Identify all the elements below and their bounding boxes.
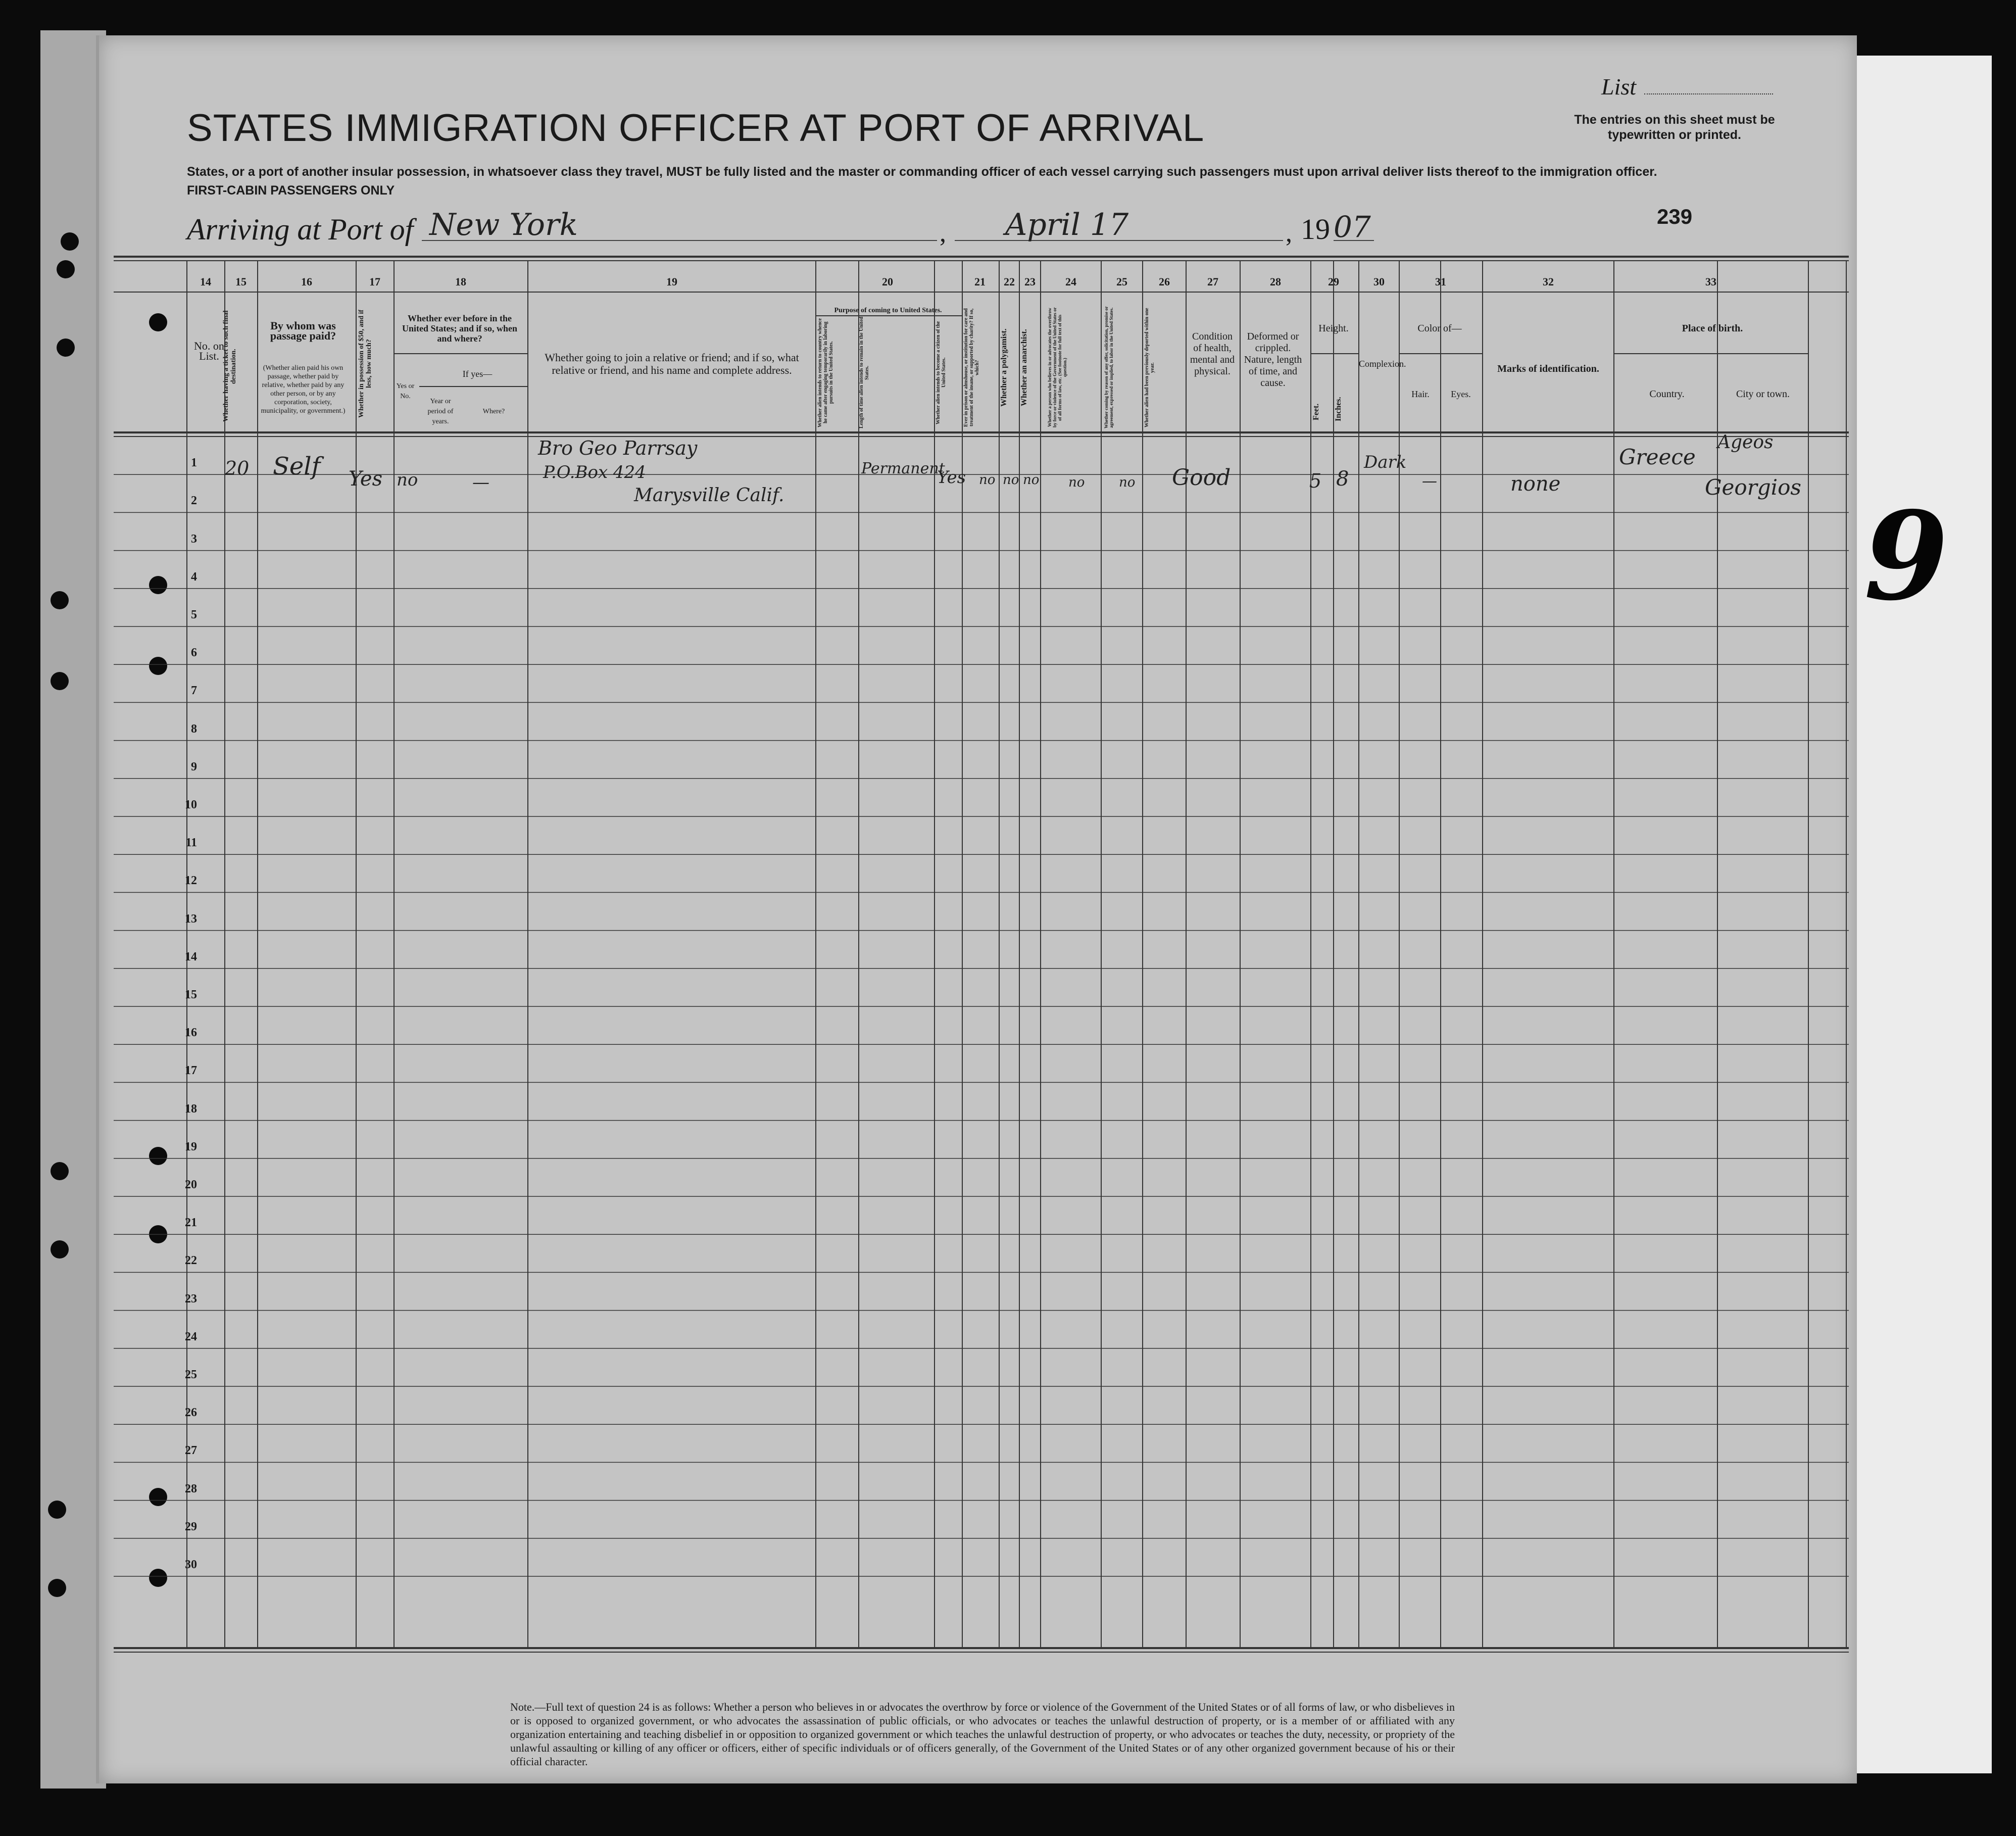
header-c14: No. on List.: [194, 340, 224, 362]
column-number: 14: [200, 275, 211, 288]
header-c20-title: Purpose of coming to United States.: [834, 307, 942, 314]
instruction-text: States, or a port of another insular possession, in whatsoever class they travel, MUST be fully listed and the master or commanding officer of each vessel carrying such passengers must upon arrival deliver lists thereof to the immigration officer.: [187, 165, 1657, 179]
row-number: 19: [185, 1140, 197, 1153]
entry-join-line3: Marysville Calif.: [634, 485, 784, 506]
row-number: 2: [191, 494, 197, 508]
header-c18-title: Whether ever before in the United States; and if so, when and where?: [402, 313, 518, 344]
year-value: 07: [1334, 210, 1371, 244]
header-c32: Marks of identification.: [1497, 363, 1599, 374]
row-number: 9: [191, 760, 197, 774]
row-number: 30: [185, 1558, 197, 1571]
page-title: STATES IMMIGRATION OFFICER AT PORT OF ARRIVAL: [187, 107, 1205, 150]
row-number: 28: [185, 1482, 197, 1495]
row-number: 4: [191, 570, 197, 584]
footnote: Note.—Full text of question 24 is as follows: Whether a person who believes in or advocates the overthrow by force or violence of the Government of the United States or of all forms of law, or who disbelieves in or is opposed to organized government, or who advocates the assassination of public officials, or who advocates or teaches the unlawful destruction of property, or is a member of or affiliated with any organization entertaining and teaching disbelief in or opposition to organized government or which teaches the unlawful destruction of property, or who advocates or teaches the duty, necessity, or propriety of the unlawful assaulting or killing of any officer or officers, either of specific individuals or of officers generally, of the Government of the United States or of any other organized government because of his or their official character.: [510, 1701, 1455, 1768]
header-c18-year: Year or period of years.: [427, 398, 454, 425]
header-c18-yesno: Yes or No.: [396, 382, 415, 400]
header-c28: Deformed or crippled. Nature, length of time, and cause.: [1244, 331, 1302, 389]
entry-paid-by: Self: [273, 452, 321, 480]
port-value: New York: [429, 207, 578, 243]
row-number: 22: [185, 1254, 197, 1268]
header-c18-ifyes: If yes—: [462, 369, 493, 379]
entry-join-line2: P.O.Box 424: [543, 462, 646, 482]
column-number: 27: [1207, 275, 1218, 288]
entry-health: Good: [1172, 465, 1231, 491]
entry-city-line2: Georgios: [1705, 475, 1801, 500]
entry-height-feet: 5: [1309, 470, 1322, 492]
row-number: 24: [185, 1330, 197, 1343]
entry-before-us: no: [397, 470, 418, 490]
header-c30: Complexion.: [1359, 359, 1406, 369]
row-number: 18: [185, 1102, 197, 1116]
column-number: 33: [1705, 275, 1716, 288]
row-number: 7: [191, 684, 197, 698]
entry-hair: —: [1422, 472, 1437, 490]
header-c20c: Whether alien intends to become a citizen of the United States.: [936, 321, 947, 424]
header-c20a: Whether alien intends to return to country whence he came after engaging temporarily in laboring pursuits in the United States.: [817, 318, 834, 427]
header-c20b: Length of time alien intends to remain in the United States.: [859, 316, 870, 429]
entry-polygamist: no: [1003, 472, 1019, 488]
entry-before-where: —: [472, 472, 489, 493]
entry-country: Greece: [1619, 445, 1696, 469]
column-number: 25: [1116, 275, 1127, 288]
entry-purpose: Permanent: [861, 460, 945, 477]
header-c19: Whether going to join a relative or friend; and if so, what relative or friend, and his name and complete address.: [545, 351, 799, 376]
column-number: 15: [235, 275, 247, 288]
header-c27: Condition of health, mental and physical.: [1190, 331, 1235, 377]
header-c16-sub: (Whether alien paid his own passage, whether paid by relative, whether paid by any other person, or by any corporation, society, municipality, or government.): [261, 364, 346, 415]
column-number: 31: [1435, 275, 1446, 288]
entry-overthrow: no: [1068, 475, 1085, 490]
header-c33-city: City or town.: [1736, 389, 1790, 400]
header-c29-inches: Inches.: [1334, 397, 1343, 422]
header-c21: Ever in prison or almshouse, or institution for care and treatment of the insane, or supported by charity? If so, which?: [963, 308, 980, 427]
entry-complexion: Dark: [1364, 452, 1407, 472]
entry-join-line1: Bro Geo Parrsay: [538, 437, 698, 459]
page-number: 239: [1657, 205, 1693, 228]
header-c31-hair: Hair.: [1411, 389, 1430, 399]
entry-prison: no: [979, 472, 996, 488]
cabin-class: FIRST-CABIN PASSENGERS ONLY: [187, 183, 395, 198]
entry-citizen: Yes: [937, 467, 966, 488]
column-number: 20: [882, 275, 893, 288]
header-c33-country: Country.: [1649, 389, 1685, 400]
row-number: 11: [185, 836, 197, 850]
list-label: List: [1601, 74, 1637, 100]
column-number: 32: [1543, 275, 1554, 288]
entry-city-line1: Ageos: [1717, 432, 1774, 453]
arriving-label: Arriving at Port of: [187, 213, 414, 246]
entry-anarchist: no: [1023, 472, 1040, 488]
column-number: 23: [1024, 275, 1036, 288]
row-number: 21: [185, 1216, 197, 1230]
header-c17: Whether in possession of $50, and if less, how much?: [358, 309, 373, 418]
entry-ticket: 20: [225, 457, 250, 479]
row-number: 3: [191, 532, 197, 546]
row-number: 10: [185, 798, 197, 811]
header-c31-title: Color of—: [1417, 323, 1462, 334]
header-c26: Whether alien had been previously deported within one year.: [1144, 308, 1155, 427]
entry-money: Yes: [349, 467, 383, 491]
date-value: April 17: [1005, 207, 1129, 243]
row-number: 25: [185, 1368, 197, 1381]
row-number: 14: [185, 950, 197, 963]
entry-marks: none: [1510, 472, 1561, 496]
year-prefix: 19: [1301, 213, 1330, 246]
header-c18-where: Where?: [482, 408, 505, 415]
column-number: 18: [455, 275, 466, 288]
column-number: 16: [301, 275, 312, 288]
row-number: 6: [191, 646, 197, 660]
column-number: 28: [1270, 275, 1281, 288]
column-number: 24: [1065, 275, 1076, 288]
row-number: 12: [185, 874, 197, 888]
entry-height-inches: 8: [1336, 467, 1349, 491]
header-c29-title: Height.: [1318, 323, 1349, 334]
header-c22: Whether a polygamist.: [1000, 328, 1008, 407]
row-number: 13: [185, 912, 197, 926]
row-number: 29: [185, 1520, 197, 1533]
column-number: 19: [666, 275, 677, 288]
header-c31-eyes: Eyes.: [1451, 389, 1471, 399]
row-number: 27: [185, 1444, 197, 1458]
header-c33-title: Place of birth.: [1682, 323, 1743, 334]
header-c16-title: By whom was passage paid?: [270, 319, 336, 342]
header-c15: Whether having a ticket to such final destination.: [222, 310, 237, 422]
row-number: 17: [185, 1064, 197, 1078]
column-number: 30: [1373, 275, 1385, 288]
column-number: 29: [1328, 275, 1339, 288]
row-number: 1: [191, 456, 197, 470]
header-c24: Whether a person who believes in or advocates the overthrow by force or violence of the Government of the United States or of all forms of law, etc. (See footnote for full text of this question.): [1047, 307, 1067, 428]
row-number: 20: [185, 1178, 197, 1191]
entry-contract: no: [1119, 475, 1136, 490]
row-number: 26: [185, 1406, 197, 1420]
margin-mark: 9: [1864, 485, 1948, 627]
row-number: 16: [185, 1026, 197, 1040]
column-number: 26: [1159, 275, 1170, 288]
entries-note: The entries on this sheet must be typewritten or printed.: [1574, 113, 1775, 142]
column-number: 22: [1004, 275, 1015, 288]
row-number: 23: [185, 1292, 197, 1306]
row-number: 15: [185, 988, 197, 1001]
header-c23: Whether an anarchist.: [1020, 329, 1028, 406]
row-number: 8: [191, 722, 197, 736]
column-number: 17: [369, 275, 380, 288]
column-number: 21: [974, 275, 986, 288]
header-c25: Whether coming by reason of any offer, solicitation, promise or agreement, expressed or implied, to labor in the United States.: [1104, 306, 1114, 429]
row-number: 5: [191, 608, 197, 621]
header-c29-feet: Feet.: [1312, 403, 1320, 420]
